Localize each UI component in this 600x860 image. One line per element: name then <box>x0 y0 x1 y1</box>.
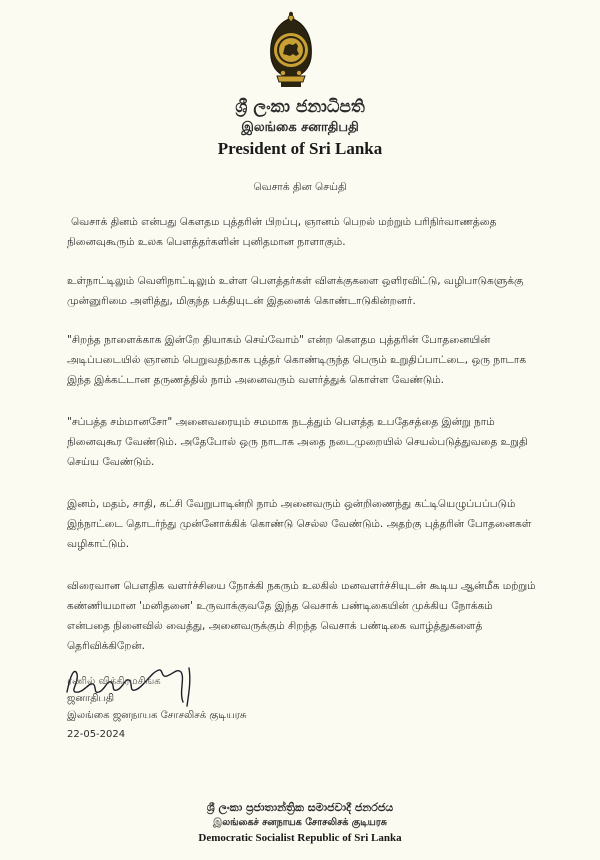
signatory-position: ஜனாதிபதி <box>67 693 115 704</box>
footer-english: Democratic Socialist Republic of Sri Lanka <box>198 832 402 844</box>
letterhead-title-english: President of Sri Lanka <box>217 139 383 158</box>
paragraph-6: விரைவான பௌதிக வளர்ச்சியை நோக்கி நகரும் உலகில் மனவளர்ச்சியுடன் கூடிய ஆன்மீக மற்றும் கண்ணியமான 'மனிதனை' உருவாக்குவதே இந்த வெசாக் பண்டிகையின் முக்கிய நோக்கம் என்பதை நினைவில் வைத்து, அனைவருக்கும் சிறந்த வெசாக் பண்டிகை வாழ்த்துகளைத் தெரிவிக்கிறேன். <box>67 580 536 652</box>
signatory-country: இலங்கை ஜனநாயக சோசலிசக் குடியரசு <box>67 710 247 721</box>
letter-date: 22-05-2024 <box>67 729 126 740</box>
national-emblem-icon <box>263 10 319 90</box>
footer-sinhala: ශ්‍රී ලංකා ප්‍රජාතාන්ත්‍රික සමාජවාදී ජනරජය <box>206 801 394 814</box>
signatory-name: ரணில் விக்கிரமசிங்க <box>67 676 161 687</box>
message-body <box>67 212 537 656</box>
signature-block <box>67 676 247 743</box>
letterhead-title-tamil: இலங்கை சனாதிபதி <box>241 120 359 135</box>
letterhead-title-sinhala: ශ්‍රී ලංකා ජනාධිපති <box>235 97 365 117</box>
paragraph-2: உள்நாட்டிலும் வெளிநாட்டிலும் உள்ள பௌத்தர்கள் விளக்குகளை ஒளிரவிட்டு, வழிபாடுகளுக்கு முன்னுரிமை அளித்து, மிகுந்த பக்தியுடன் இதனைக் கொண்டாடுகின்றனர். <box>67 275 524 307</box>
paragraph-1: வெசாக் தினம் என்பது கௌதம புத்தரின் பிறப்பு, ஞானம் பெறல் மற்றும் பரிநிர்வாணத்தை நினைவுகூரும் உலக பௌத்தர்களின் புனிதமான நாளாகும். <box>67 216 497 248</box>
footer-tamil: இலங்கைச் சனநாயக சோசலிசக் குடியரசு <box>213 817 387 828</box>
paragraph-4: "சப்பத்த சம்மானசோ" அனைவரையும் சமமாக நடத்தும் பௌத்த உபதேசத்தை இன்று நாம் நினைவுகூர வேண்டும். அதேபோல் ஒரு நாடாக அதை நடைமுறையில் செயல்படுத்துவதை உறுதி செய்ய வேண்டும். <box>67 416 528 468</box>
paragraph-3: "சிறந்த நாளைக்காக இன்றே தியாகம் செய்வோம்" என்ற கௌதம புத்தரின் போதனையின் அடிப்படையில் ஞானம் பெறுவதற்காக புத்தர் கொண்டிருந்த பெரும் உறுதிப்பாட்டை, ஒரு நாடாக இந்த இக்கட்டான தருணத்தில் நாம் அனைவரும் வளர்த்துக் கொள்ள வேண்டும். <box>67 334 527 386</box>
paragraph-5: இனம், மதம், சாதி, கட்சி வேறுபாடின்றி நாம் அனைவரும் ஒன்றிணைந்து கட்டியெழுப்பப்படும் இந்நாட்டை தொடர்ந்து முன்னோக்கிக் கொண்டு செல்ல வேண்டும். அதற்கு புத்தரின் போதனைகள் வழிகாட்டும். <box>67 498 532 550</box>
message-subject: வெசாக் தின செய்தி <box>253 181 347 193</box>
